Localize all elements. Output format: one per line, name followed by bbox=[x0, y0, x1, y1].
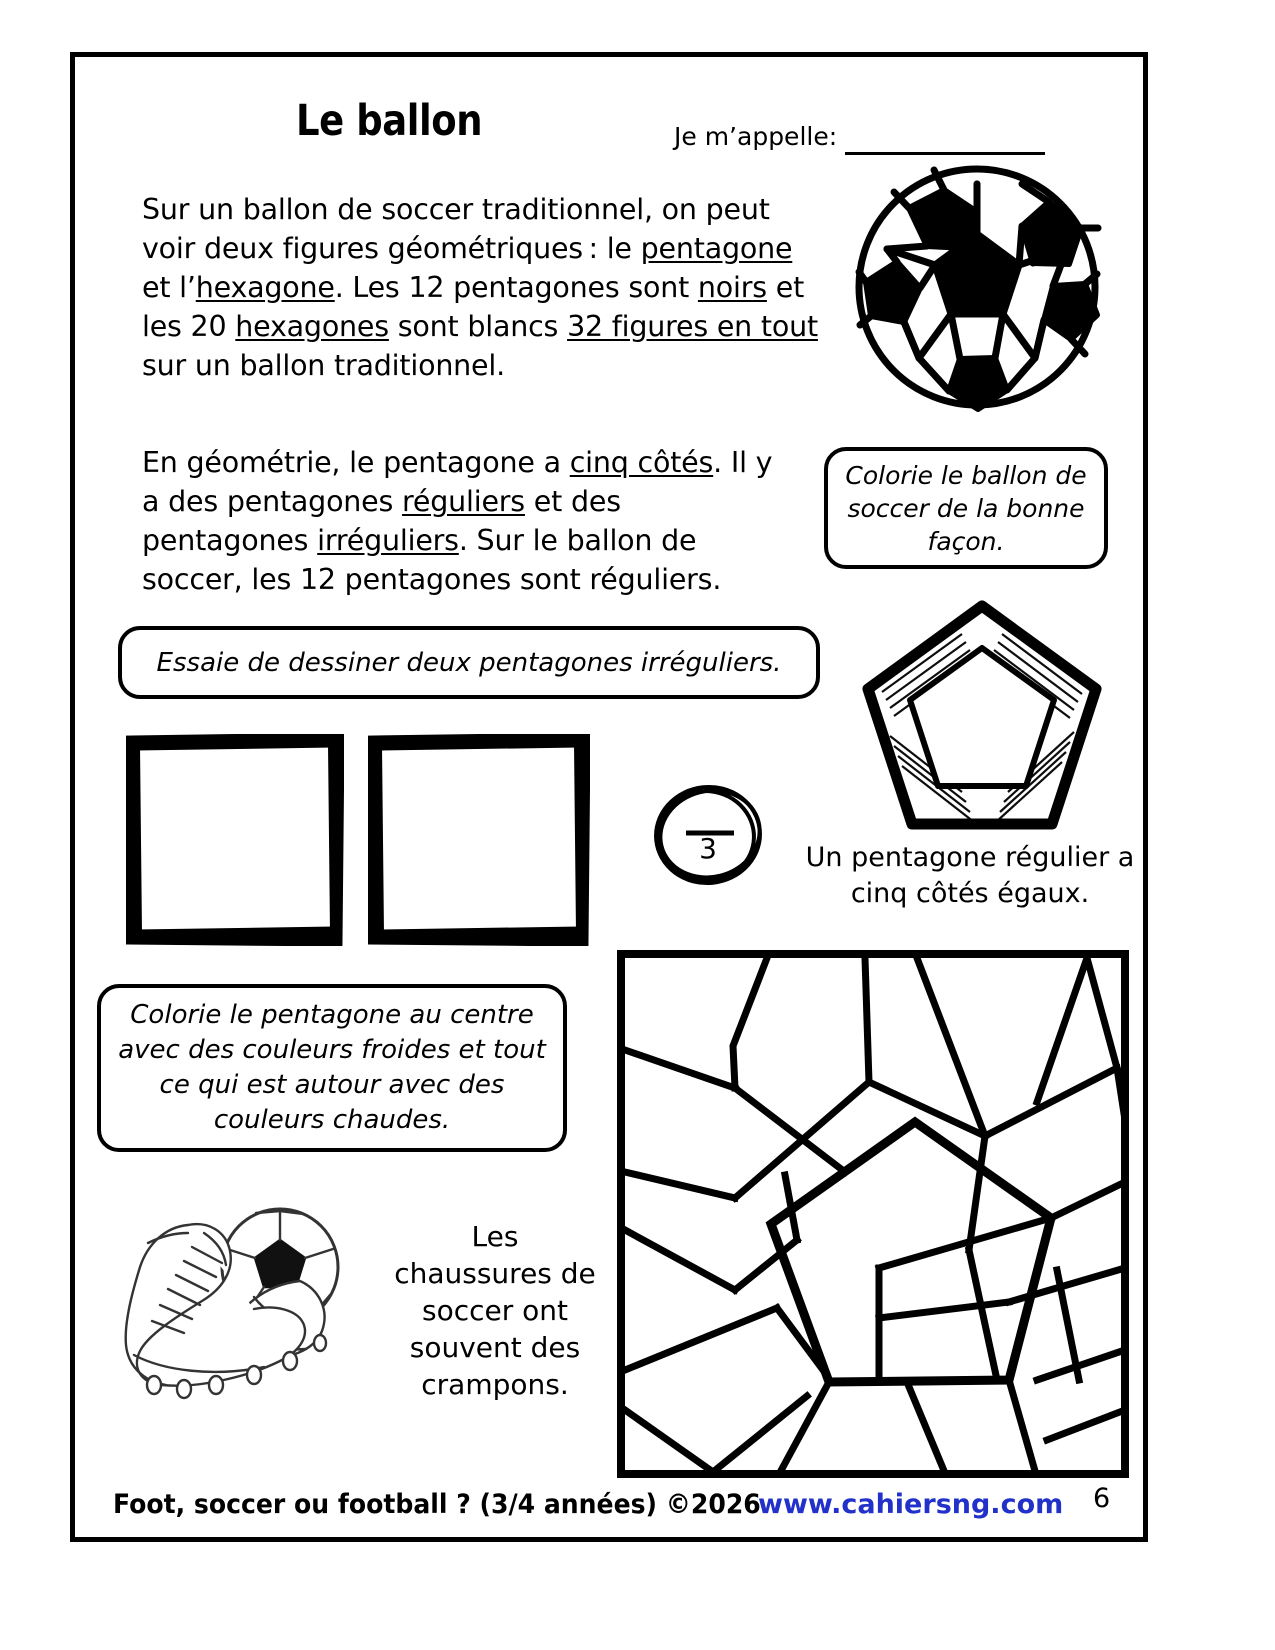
name-field-label: Je m’appelle: bbox=[674, 122, 838, 151]
instruction-color-ball bbox=[824, 447, 1108, 569]
shoes-caption: Les chaussures de soccer ont souvent des crampons. bbox=[394, 1220, 596, 1401]
soccer-cleats-icon bbox=[104, 1185, 352, 1400]
drawing-area-2[interactable] bbox=[368, 734, 590, 946]
page-title: Le ballon bbox=[296, 96, 483, 146]
name-field-blank-line[interactable] bbox=[845, 152, 1045, 155]
drawing-area-1[interactable] bbox=[126, 734, 344, 946]
marker-number: 3 bbox=[699, 832, 717, 865]
instruction-color-pentagon bbox=[97, 984, 567, 1152]
pentagon-caption: Un pentagone régulier a cinq côtés égaux. bbox=[805, 842, 1135, 909]
page-number: 6 bbox=[1093, 1483, 1111, 1514]
pentagon-mosaic-coloring-grid[interactable] bbox=[617, 950, 1129, 1478]
instruction-color-pentagon-text: Colorie le pentagone au centre avec des couleurs froides et tout ce qui est autour avec des couleurs chaudes. bbox=[118, 1000, 546, 1135]
instruction-draw-pentagons bbox=[118, 626, 820, 699]
footer-website-link[interactable]: www.cahiersng.com bbox=[758, 1489, 1064, 1520]
soccer-ball-icon bbox=[852, 162, 1102, 412]
intro-paragraph: Sur un ballon de soccer traditionnel, on peut voir deux figures géométriques : le pentagone et l’hexagone. Les 12 pentagones sont noirs et les 20 hexagones sont blancs 32 figures en tout sur un ballon traditionnel. bbox=[142, 193, 818, 382]
instruction-color-ball-text: Colorie le ballon de soccer de la bonne façon. bbox=[845, 460, 1087, 556]
footer-title: Foot, soccer ou football ? (3/4 années) ©2026 bbox=[113, 1489, 761, 1520]
regular-pentagon-icon bbox=[858, 596, 1106, 836]
instruction-draw-pentagons-text: Essaie de dessiner deux pentagones irréguliers. bbox=[156, 647, 782, 678]
circled-number-marker bbox=[644, 780, 772, 890]
geometry-paragraph: En géométrie, le pentagone a cinq côtés. Il y a des pentagones réguliers et des pentagones irréguliers. Sur le ballon de soccer, les 12 pentagones sont réguliers. bbox=[142, 446, 773, 596]
